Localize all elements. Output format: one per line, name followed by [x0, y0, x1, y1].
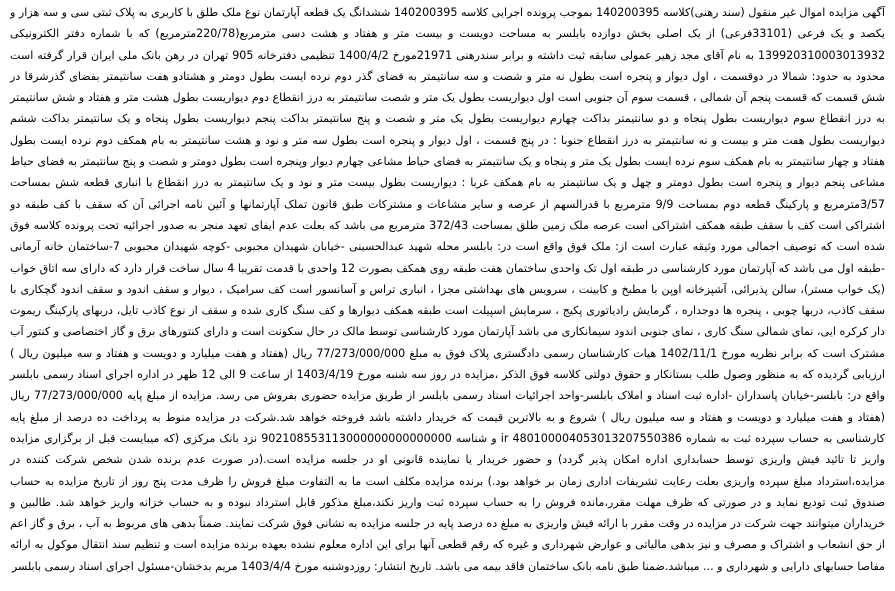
notice-body-text: آگهی مزایده اموال غیر منقول (سند رهنی)کلاسه 140200395 بموجب پرونده اجرایی کلاسه 140200395 ششدانگ یک قطعه آپارتمان نوع ملک طلق با کاربری به پلاک ثبتی سی و سه هزار و یکصد و یک فرعی (33101فرعی) از یک اصلی بخش دوازده بابلسر به مساحت دویست و بیست متر و هفتاد و هشت دسی مترمربع(220/78مترمربع) که با شماره دفتر الکترونیکی 139920310003013932 به نام آقای مجد زهیر عمولی سابقه ثبت داشته و برابر سندرهنی 21971مورخ 1400/4/2 تنظیمی دفترخانه 905 تهران در رهن بانک ملی ایران قرار گرفته است محدود به حدود: شمالا در دوقسمت ، اول دیوار و پنجره است بطول نه متر و شصت و سه سانتیمتر به فضای گذر دوم نرده ایست بطول دومتر و هشتادو هفت سانتیمتر بفضای گذرشرقا در شش قسمت که قسمت پنجم آن شمالی ، قسمت سوم آن جنوبی است اول دیواریست بطول یک متر و شصت سانتیمتر به درز انقطاع دوم دیواریست بطول هشت متر و هفتاد و شش سانتیمتر به درز انقطاع سوم دیواریست بطول پنجاه و دو سانتیمتر بداکت چهارم دیواریست بطول یک متر و شصت و پنج سانتیمتر بداکت پنجم دیواریست بطول پنجاه و یک سانتیمتر بداکت ششم دیواریست بطول هفت متر و بیست و نه سانتیمتر به درز انقطاع جنوبا : در پنج قسمت ، اول دیوار و پنجره است بطول سه متر و نود و هشت سانتیمتر به بام همکف دوم نرده ایست بطول هفتاد و چهار سانتیمتر به بام همکف سوم نرده ایست بطول یک متر و پنجاه و یک سانتیمتر به فضای حیاط مشاعی چهارم دیوار وپنجره است بطول دومتر و شصت و پنج سانتیمتر به فضای حیاط مشاعی پنجم دیوار و پنجره است بطول دومتر و چهل و یک سانتیمتر به بام همکف غربا : دیواریست بطول بیست متر و نود و یک سانتیمتر به درز انقطاع با انباری قطعه شش بمساحت 3/57مترمربع و پارکینگ قطعه دوم بمساحت 9/9 مترمربع با قدرالسهم از عرصه و سایر مشاعات و مشترکات طبق قانون تملک آپارتمانها و آئین نامه اجرائی آن که سقف با کف طبقه دو اشتراکی است کف با سقف طبقه همکف اشتراکی است عرصه ملک زمین طلق بمساحت 372/43 مترمربع می باشد که بعلت عدم ایفای تعهد منجر به صدور اجرائیه تحت پرونده کلاسه فوق شده است که توصیف اجمالی مورد وثیقه عبارت است از: ملک فوق واقع است در: بابلسر محله شهید عبدالحسینی -خیابان شهیدان مجبوبی -کوچه شهیدان مجبوبی 7-ساختمان خانه آرمانی -طبقه اول می باشد که آپارتمان مورد کارشناسی در طبقه اول تک واحدی ساختمان هفت طبقه روی همکف بصورت 12 واحدی با قدمت تقریبا 4 سال ساخت قرار دارد که دارای سه اتاق خواب (یک خواب مستر)، سالن پذیرائی، آشپزخانه اوپن با مطبخ و کابینت ، سرویس های بهداشتی مجزا ، انباری تراس و آسانسور است کف سرامیک ، دیوار و سقف اندود و سقف اندود گچکاری با سقف کاذب، دربها چوبی ، پنجره ها دوجداره ، گرمایش رادیاتوری پکیج ، سرمایش اسپیلت است طبقه همکف دیوارها و کف سنگ کاری شده و سقف از نوع کاذب تایل، دربهای پارکینگ ریموت دار کرکره ایی، نمای شمالی سنگ کاری ، نمای جنوبی اندود سیمانکاری می باشد آپارتمان مورد کارشناسی توسط مالک در حال سکونت است و دارای کنتورهای برق و گاز اختصاصی و کنتور آب مشترک است که برابر نظریه مورخ 1402/11/1 هیات کارشناسان رسمی دادگستری پلاک فوق به مبلغ 77/273/000/000 ریال (هفتاد و هفت میلیارد و دویست و هفتاد و سه میلیون ریال ) ارزیابی گردیده که به منظور وصول طلب بستانکار و حقوق دولتی کلاسه فوق الذکر ،مزایده در روز سه شنبه مورخ 1403/4/19 از ساعت 9 الی 12 ظهر در اداره اجرای اسناد رسمی بابلسر واقع در: بابلسر-خیابان پاسداران -اداره ثبت اسناد و املاک بابلسر-واحد اجرائیات اسناد رسمی بابلسر از طریق مزایده حضوری بفروش می رسد. مزایده از مبلغ پایه 77/273/000/000 ریال (هفتاد و هفت میلیارد و دویست و هفتاد و سه میلیون ریال ) شروع و به بالاترین قیمت که خریدار داشته باشد فروخته خواهد شد.شرکت در مزایده منوط به پرداخت ده درصد از مبلغ پایه کارشناسی به حساب سپرده ثبت به شماره 480100004053013207550386 ir و شناسه 902108553113000000000000000 نزد بانک مرکزی (که میبایست قبل از برگزاری مزایده واریز تا تائید فیش واریزی توسط حسابداری اداره امکان پذیر گردد) و حضور خریدار یا نماینده قانونی او در جلسه مزایده است.(در صورت عدم برنده شدن شخص شرکت کننده در مزایده،استرداد مبلغ سپرده واریزی بعلت رعایت تشریفات اداری زمان بر خواهد بود.) برنده مزایده مکلف است ما به التفاوت مبلغ فروش را ظرف مدت پنج روز از تاریخ مزایده به حساب صندوق ثبت تودیع نماید و در صورتی که ظرف مهلت مقرر،مانده فروش را به حساب سپرده ثبت واریز نکند،مبلغ مذکور قابل استرداد نبوده و به حساب خزانه واریز خواهد شد. طالبین و خریداران میتوانند جهت شرکت در مزایده در وقت مقرر با ارائه فیش واریزی به مبلغ ده درصد پایه در جلسه مزایده به نشانی فوق شرکت نمایند. ضمناً بدهی های مربوط به آب ، برق و گاز اعم از حق انشعاب و اشتراک و مصرف و نیز بدهی مالیاتی و عوارض شهرداری و غیره که رقم قطعی آنها برای این اداره معلوم نشده بعهده برنده مزایده است و تنظیم سند انتقال موکول به ارائه مفاصا حسابهای دارایی و شهرداری و ... میباشد.ضمنا طبق نامه بانک ساختمان فاقد بیمه می باشد. تاریخ انتشار: روزدوشنبه مورخ 1403/4/4 مریم بدخشان-مسئول اجرای اسناد رسمی بابلسر [10, 6, 886, 573]
